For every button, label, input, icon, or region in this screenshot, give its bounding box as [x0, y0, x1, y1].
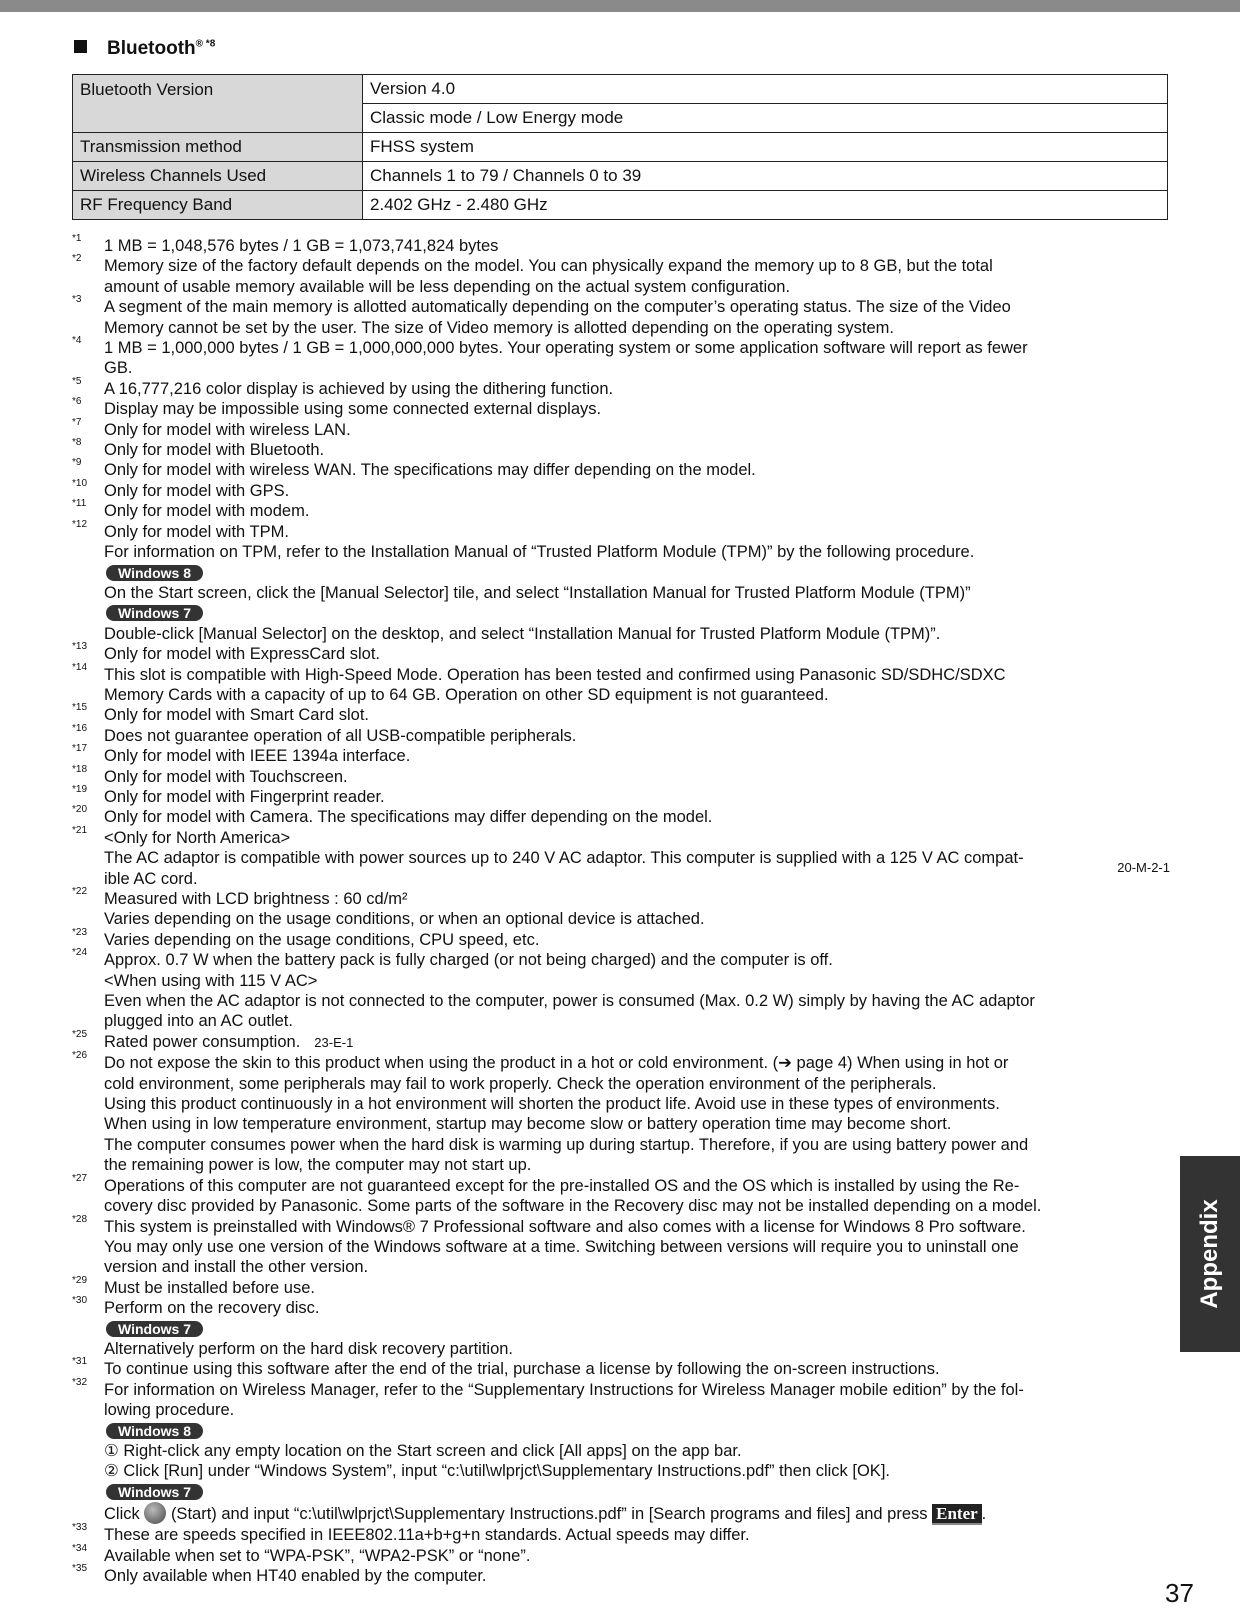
footnote-line: Varies depending on the usage conditions, CPU speed, etc. — [104, 930, 540, 949]
footnote — [72, 477, 1170, 501]
footnote-line: You may only use one version of the Windows software at a time. Switching between versions will require you to uninstall one — [104, 1237, 1019, 1256]
spec-label: Bluetooth Version — [73, 75, 363, 133]
windows-8-badge: Windows 8 — [106, 1423, 203, 1439]
footnote-line: Only for model with ExpressCard slot. — [104, 645, 381, 664]
footnote — [72, 947, 1170, 1032]
footnote — [72, 294, 1170, 338]
start-button-icon — [144, 1502, 166, 1524]
footnote-line: plugged into an AC outlet. — [104, 1012, 293, 1031]
footnote-number: *10 — [72, 477, 88, 489]
footnote — [72, 702, 1170, 725]
footnote-line: Only for model with Bluetooth. — [104, 441, 325, 460]
footnote-line: Only for model with modem. — [104, 502, 310, 521]
footnote-number: *28 — [72, 1213, 88, 1225]
spec-label: Transmission method — [73, 133, 363, 162]
footnote-line — [104, 1421, 1170, 1441]
footnote — [72, 743, 1170, 766]
footnote-line: To continue using this software after the end of the trial, purchase a license by following the on-screen instructions. — [104, 1360, 940, 1379]
footnote-line: covery disc provided by Panasonic. Some parts of the software in the Recovery disc may not be installed depending on a model. — [104, 1197, 1042, 1216]
footnote-line: For information on TPM, refer to the Installation Manual of “Trusted Platform Module (TPM)” by the following procedure. — [104, 543, 975, 562]
footnote-line: Only for model with Camera. The specifications may differ depending on the model. — [104, 808, 713, 827]
spec-label: Wireless Channels Used — [73, 162, 363, 191]
footnote-line: Must be installed before use. — [104, 1278, 315, 1297]
enter-key-icon: Enter — [932, 1504, 982, 1525]
footnote-line — [104, 1482, 1170, 1502]
footnote — [72, 886, 1170, 930]
top-bar — [0, 0, 1240, 12]
footnote-text: (Start) and input “c:\util\wlprjct\Supplementary Instructions.pdf” in [Search programs and files] and press — [170, 1505, 928, 1524]
footnote-line — [104, 1319, 1170, 1339]
footnote-number: *8 — [72, 437, 82, 449]
spec-value: 2.402 GHz - 2.480 GHz — [363, 191, 1168, 220]
footnote-number: *27 — [72, 1172, 88, 1184]
footnote-line: version and install the other version. — [104, 1258, 369, 1277]
footnote-line: Only for model with TPM. — [104, 522, 289, 541]
windows-7-badge: Windows 7 — [106, 1321, 203, 1337]
footnote-line: GB. — [104, 359, 133, 378]
footnote-number: *23 — [72, 926, 88, 938]
footnote-number: *31 — [72, 1356, 88, 1368]
footnote-line: A 16,777,216 color display is achieved by using the dithering function. — [104, 379, 614, 398]
footnote-number: *2 — [72, 253, 82, 265]
footnote — [72, 804, 1170, 827]
footnote-line: 1 MB = 1,000,000 bytes / 1 GB = 1,000,000,000 bytes. Your operating system or some application software will report as fewer — [104, 339, 1028, 358]
footnote-line: Varies depending on the usage conditions, or when an optional device is attached. — [104, 910, 705, 929]
footnote — [72, 233, 1170, 256]
footnote — [72, 1028, 1170, 1053]
footnote-line: Memory cannot be set by the user. The size of Video memory is allotted depending on the operating system. — [104, 318, 895, 337]
footnote — [72, 1376, 1170, 1525]
footnote-line: Only for model with Smart Card slot. — [104, 706, 369, 725]
footnote-text: . — [981, 1505, 987, 1524]
footnote-line: Memory Cards with a capacity of up to 64 GB. Operation on other SD equipment is not guaranteed. — [104, 685, 829, 704]
footnote-line: Alternatively perform on the hard disk recovery partition. — [104, 1339, 514, 1358]
table-row — [73, 75, 1168, 104]
footnote-number: *13 — [72, 641, 88, 653]
footnote-number: *25 — [72, 1028, 88, 1040]
spec-value: Classic mode / Low Energy mode — [363, 104, 1168, 133]
footnote-number: *18 — [72, 763, 88, 775]
footnote — [72, 253, 1170, 297]
footnote — [72, 824, 1170, 889]
spec-value: FHSS system — [363, 133, 1168, 162]
footnote-line — [104, 869, 1170, 889]
footnote — [72, 1542, 1170, 1566]
footnote-line: Do not expose the skin to this product when using the product in a hot or cold environment. (➔ page 4) When using in hot or — [104, 1054, 1009, 1073]
footnote-line: Only available when HT40 enabled by the computer. — [104, 1567, 487, 1585]
footnote — [72, 457, 1170, 480]
footnote — [72, 518, 1170, 644]
footnote-number: *1 — [72, 233, 82, 244]
page-number: 37 — [1165, 1578, 1194, 1608]
footnote-text: ible AC cord. — [104, 869, 198, 888]
footnote-line: Double-click [Manual Selector] on the desktop, and select “Installation Manual for Trusted Platform Module (TPM)”. — [104, 624, 941, 643]
footnote — [72, 641, 1170, 664]
footnote-line: <Only for North America> — [104, 828, 291, 847]
footnote-line: When using in low temperature environment, startup may become slow or battery operation time may become short. — [104, 1115, 952, 1134]
footnote — [72, 375, 1170, 399]
footnote-line: Using this product continuously in a hot environment will shorten the product life. Avoid use in these types of environments. — [104, 1095, 1000, 1114]
footnote-line: Measured with LCD brightness : 60 cd/m² — [104, 890, 408, 908]
footnote — [72, 498, 1170, 521]
footnote-number: *11 — [72, 498, 87, 510]
footnote-line — [104, 1502, 1170, 1525]
footnote-line: amount of usable memory available will be less depending on the actual system configuration. — [104, 277, 791, 296]
spec-value: Version 4.0 — [363, 75, 1168, 104]
footnote-line: Only for model with IEEE 1394a interface. — [104, 747, 411, 766]
footnote-number: *22 — [72, 886, 88, 897]
footnote-line: The computer consumes power when the hard disk is warming up during startup. Therefore, if you are using battery power and — [104, 1135, 1029, 1154]
reference-code: 20-M-2-1 — [1117, 860, 1170, 876]
footnote-number: *29 — [72, 1274, 88, 1286]
footnote-line: Operations of this computer are not guaranteed except for the pre-installed OS and the OS which is installed by using the Re- — [104, 1176, 1020, 1195]
footnote-line — [104, 563, 1170, 583]
footnote-text: Click — [104, 1505, 140, 1524]
footnote — [72, 1295, 1170, 1359]
footnote — [72, 722, 1170, 746]
procedure-step: ① Right-click any empty location on the Start screen and click [All apps] on the app bar. — [104, 1441, 742, 1460]
footnote-line — [104, 1032, 1170, 1053]
footnote-line: This system is preinstalled with Windows® 7 Professional software and also comes with a license for Windows 8 Pro software. — [104, 1217, 1026, 1236]
windows-8-badge: Windows 8 — [106, 565, 203, 581]
footnote-line: Only for model with Touchscreen. — [104, 767, 348, 786]
footnote-number: *32 — [72, 1376, 88, 1388]
footnote-number: *17 — [72, 743, 88, 755]
footnote-number: *15 — [72, 702, 88, 714]
footnote — [72, 416, 1170, 440]
footnote-number: *16 — [72, 722, 88, 734]
footnote — [72, 1356, 1170, 1379]
footnote-number: *5 — [72, 375, 82, 387]
footnote-line: Perform on the recovery disc. — [104, 1299, 320, 1318]
footnote — [72, 1050, 1170, 1175]
footnote-text: Rated power consumption. — [104, 1032, 301, 1051]
footnote-number: *6 — [72, 396, 82, 408]
table-row — [73, 191, 1168, 220]
footnote-number: *4 — [72, 335, 82, 347]
footnote-number: *30 — [72, 1295, 88, 1307]
windows-7-badge: Windows 7 — [106, 605, 203, 621]
footnote-number: *34 — [72, 1542, 88, 1554]
footnote-line: Only for model with Fingerprint reader. — [104, 787, 385, 806]
footnote-line — [104, 603, 1170, 623]
footnote — [72, 763, 1170, 787]
footnote — [72, 1274, 1170, 1298]
footnote-number: *20 — [72, 804, 88, 816]
footnote — [72, 335, 1170, 379]
footnote-line: Approx. 0.7 W when the battery pack is fully charged (or not being charged) and the computer is off. — [104, 951, 833, 970]
footnote-number: *26 — [72, 1050, 88, 1062]
footnote — [72, 1522, 1170, 1545]
footnote-line: Available when set to “WPA-PSK”, “WPA2-PSK” or “none”. — [104, 1546, 531, 1565]
footnote — [72, 926, 1170, 950]
footnote — [72, 1563, 1170, 1586]
footnote-line: A segment of the main memory is allotted automatically depending on the computer’s operating status. The size of the Video — [104, 298, 1011, 317]
footnote-line: the remaining power is low, the computer may not start up. — [104, 1156, 532, 1175]
section-heading: Bluetooth® $^{*8}$ — [74, 38, 215, 60]
footnote-number: *24 — [72, 947, 88, 959]
footnote — [72, 396, 1170, 419]
reference-code: 23-E-1 — [314, 1034, 354, 1050]
footnote — [72, 661, 1170, 706]
footnote-line: These are speeds specified in IEEE802.11a+b+g+n standards. Actual speeds may differ. — [104, 1526, 750, 1545]
footnote-number: *19 — [72, 783, 88, 795]
footnote-number: *3 — [72, 294, 82, 306]
bluetooth-spec-table — [72, 74, 1168, 220]
footnote-line: Only for model with wireless LAN. — [104, 420, 351, 439]
footnote-line: For information on Wireless Manager, refer to the “Supplementary Instructions for Wireless Manager mobile edition” by the fol- — [104, 1380, 1024, 1399]
footnote-line: Does not guarantee operation of all USB-compatible peripherals. — [104, 726, 577, 745]
footnotes-list — [72, 233, 1170, 1586]
footnote-number: *35 — [72, 1563, 88, 1574]
footnote-line: Only for model with wireless WAN. The specifications may differ depending on the model. — [104, 461, 756, 480]
footnote-line: On the Start screen, click the [Manual Selector] tile, and select “Installation Manual for Trusted Platform Module (TPM)” — [104, 583, 971, 602]
footnote-line: cold environment, some peripherals may fail to work properly. Check the operation environment of the peripherals. — [104, 1074, 937, 1093]
footnote-number: *7 — [72, 416, 82, 428]
footnote-line: Even when the AC adaptor is not connected to the computer, power is consumed (Max. 0.2 W) simply by having the AC adaptor — [104, 992, 1035, 1011]
footnote-number: *21 — [72, 824, 88, 836]
table-row — [73, 162, 1168, 191]
footnote — [72, 1213, 1170, 1278]
footnote-line: <When using with 115 V AC> — [104, 971, 318, 990]
footnote-line: The AC adaptor is compatible with power sources up to 240 V AC adaptor. This computer is supplied with a 125 V AC compat- — [104, 849, 1024, 868]
table-row — [73, 133, 1168, 162]
footnote — [72, 437, 1170, 460]
spec-label: RF Frequency Band — [73, 191, 363, 220]
procedure-step: ② Click [Run] under “Windows System”, input “c:\util\wlprjct\Supplementary Instructions.pdf” then click [OK]. — [104, 1462, 890, 1481]
footnote-line: Display may be impossible using some connected external displays. — [104, 400, 602, 419]
bullet-square-icon — [74, 40, 87, 53]
spec-value: Channels 1 to 79 / Channels 0 to 39 — [363, 162, 1168, 191]
footnote-line: This slot is compatible with High-Speed Mode. Operation has been tested and confirmed using Panasonic SD/SDHC/SDXC — [104, 665, 1006, 684]
footnote — [72, 1172, 1170, 1217]
footnote-line: Memory size of the factory default depends on the model. You can physically expand the memory up to 8 GB, but the total — [104, 257, 993, 276]
footnote-number: *14 — [72, 661, 88, 673]
footnote-number: *9 — [72, 457, 82, 469]
appendix-side-tab[interactable]: Appendix — [1180, 1156, 1240, 1352]
footnote-line: 1 MB = 1,048,576 bytes / 1 GB = 1,073,741,824 bytes — [104, 237, 499, 255]
footnote-number: *12 — [72, 518, 88, 530]
footnote — [72, 783, 1170, 807]
windows-7-badge: Windows 7 — [106, 1484, 203, 1500]
footnote-line: lowing procedure. — [104, 1401, 235, 1420]
footnote-number: *33 — [72, 1522, 88, 1534]
footnote-line: Only for model with GPS. — [104, 481, 290, 500]
